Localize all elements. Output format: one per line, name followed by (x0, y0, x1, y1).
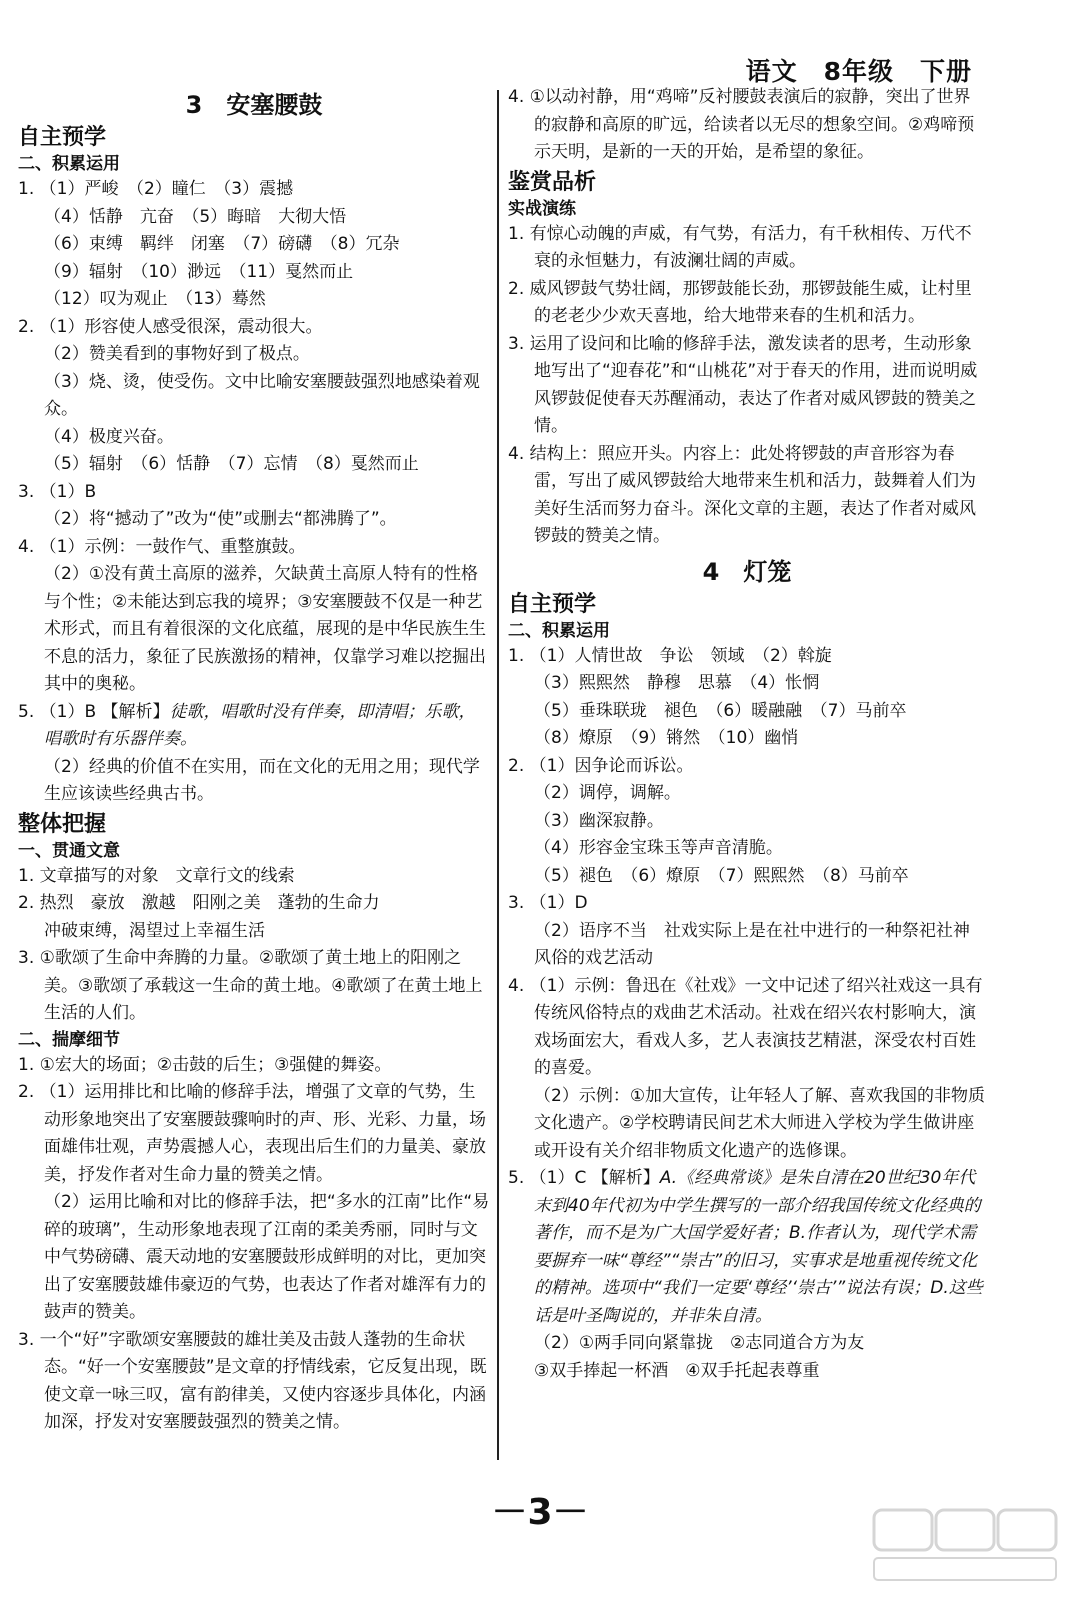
answer-item: 2. 威风锣鼓气势壮阔，那锣鼓能长劲，那锣鼓能生威，让村里的老老少少欢天喜地，给大地带来春的生机和活力。 (508, 278, 972, 326)
analysis-note: A.《经典常谈》是朱自清在20世纪30年代末到40年代初为中学生撰写的一部介绍我国传统文化经典的著作，而不是为广大国学爱好者；B.作者认为，现代学术需要摒弃一味“尊经”“崇古”的旧习，实事求是地重视传统文化的精神。选项中“我们一定要‘尊经’‘崇古’”说法有误；D.这些话是叶圣陶说的，并非朱自清。 (534, 1168, 983, 1326)
section-heading: 自主预学 (508, 591, 597, 617)
answer-line: （5）辐射 （6）恬静 （7）忘情 （8）戛然而止 (44, 454, 419, 474)
answer-item (508, 1165, 986, 1330)
answer-line: （2）运用比喻和对比的修辞手法，把“多水的江南”比作“易碎的玻璃”，生动形象地表现了江南的柔美秀丽，同时与文中气势磅礴、震天动地的安塞腰鼓形成鲜明的对比，更加突出了安塞腰鼓雄伟豪迈的气势，也表达了作者对雄浑有力的鼓声的赞美。 (44, 1192, 490, 1322)
page-header: 语文 8年级 下册 (745, 57, 972, 86)
answer-text: 5. （1）C 【解析】 (508, 1168, 660, 1188)
section-heading: 整体把握 (18, 811, 107, 837)
answer-line: （2）赞美看到的事物好到了极点。 (44, 344, 310, 364)
answer-line: （2）调停，调解。 (534, 783, 681, 803)
subsection-heading: 实战演练 (508, 198, 576, 219)
answer-line: （8）燎原 （9）锵然 （10）幽悄 (534, 728, 799, 748)
answer-line: （9）辐射 （10）渺远 （11）戛然而止 (44, 261, 354, 282)
subsection-heading: 二、积累运用 (508, 620, 610, 641)
watermark-logo (870, 1506, 1060, 1584)
answer-line: （3）烧、烫，使受伤。文中比喻安塞腰鼓强烈地感染着观众。 (44, 371, 480, 419)
answer-line: （6）束缚 羁绊 闭塞 （7）磅礴 （8）冗杂 (44, 234, 400, 254)
lesson-title: 3 安塞腰鼓 (185, 91, 323, 119)
answer-item: 1. （1）严峻 （2）瞳仁 （3）震撼 (18, 179, 294, 199)
right-column (508, 84, 986, 1385)
answer-item: 3. （1）B (18, 481, 97, 502)
left-column (18, 84, 490, 1437)
subsection-heading: 一、贯通文意 (18, 840, 120, 861)
answer-item: 2. 热烈 豪放 激越 阳刚之美 蓬勃的生命力 (18, 893, 380, 913)
answer-line: 冲破束缚，渴望过上幸福生活 (44, 920, 265, 941)
answer-item: 1. （1）人情世故 争讼 领域 （2）斡旋 (508, 645, 832, 666)
page-number: －3－ (491, 1492, 589, 1533)
answer-item: 2. （1）运用排比和比喻的修辞手法，增强了文章的气势，生动形象地突出了安塞腰鼓骤响时的声、形、光彩、力量，场面雄伟壮观，声势震撼人心，表现出后生们的力量美、豪放美，抒发作者对生命力量的赞美之情。 (18, 1082, 486, 1185)
answer-item: 1. 有惊心动魄的声威，有气势，有活力，有千秋相传、万代不衰的永恒魅力，有波澜壮阔的声威。 (508, 223, 972, 271)
answer-item: 3. 一个“好”字歌颂安塞腰鼓的雄壮美及击鼓人蓬勃的生命状态。“好一个安塞腰鼓”是文章的抒情线索，它反复出现，既使文章一咏三叹，富有韵律美，又使内容逐步具体化，内涵加深，抒发对安塞腰鼓强烈的赞美之情。 (18, 1329, 487, 1432)
column-divider (497, 90, 499, 1460)
answer-item: 4. 结构上：照应开头。内容上：此处将锣鼓的声音形容为春雷，写出了威风锣鼓给大地带来生机和活力，鼓舞着人们为美好生活而努力奋斗。深化文章的主题，表达了作者对威风锣鼓的赞美之情。 (508, 443, 976, 546)
section-heading: 鉴赏品析 (508, 169, 597, 195)
answer-item: 4. （1）示例：鲁迅在《社戏》一文中记述了绍兴社戏这一具有传统风俗特点的戏曲艺术活动。社戏在绍兴农村影响大，演戏场面宏大，看戏人多，艺人表演技艺精湛，深受农村百姓的喜爱。 (508, 975, 983, 1078)
answer-item: 2. （1）形容使人感受很深，震动很大。 (18, 316, 323, 337)
answer-line: （2）①没有黄土高原的滋养，欠缺黄土高原人特有的性格与个性；②未能达到忘我的境界；③安塞腰鼓不仅是一种艺术形式，而且有着很深的文化底蕴，展现的是中华民族生生不息的活力，象征了民族激扬的精神，仅靠学习难以挖掘出其中的奥秘。 (44, 564, 486, 694)
section-heading: 自主预学 (18, 125, 107, 150)
answer-line: （2）示例：①加大宣传，让年轻人了解、喜欢我国的非物质文化遗产。②学校聘请民间艺术大师进入学校为学生做讲座或开设有关介绍非物质文化遗产的选修课。 (534, 1085, 986, 1161)
answer-text: 5. （1）B 【解析】 (18, 701, 170, 722)
analysis-note: 徒歌，唱歌时没有伴奏，即清唱；乐歌，唱歌时有乐器伴奏。 (44, 701, 476, 749)
lesson-title: 4 灯笼 (702, 557, 792, 586)
answer-line: （4）形容金宝珠玉等声音清脆。 (534, 838, 783, 858)
answer-line: （5）褪色 （6）燎原 （7）熙熙然 （8）马前卒 (534, 865, 909, 886)
answer-line: （5）垂珠联珑 褪色 （6）暖融融 （7）马前卒 (534, 700, 907, 721)
answer-item: 3. ①歌颂了生命中奔腾的力量。②歌颂了黄土地上的阳刚之美。③歌颂了承载这一生命的黄土地。④歌颂了在黄土地上生活的人们。 (18, 948, 483, 1023)
answer-line: ③双手捧起一杯酒 ④双手托起表尊重 (534, 1360, 820, 1381)
answer-item: 4. （1）示例：一鼓作气、重整旗鼓。 (18, 536, 306, 557)
answer-item: 2. （1）因争论而诉讼。 (508, 755, 694, 776)
answer-line: （2）经典的价值不在实用，而在文化的无用之用；现代学生应该读些经典古书。 (44, 756, 480, 804)
answer-line: （4）恬静 亢奋 （5）晦暗 大彻大悟 (44, 206, 347, 227)
answer-item (18, 699, 490, 754)
answer-line: （2）语序不当 社戏实际上是在社中进行的一种祭祀社神风俗的戏艺活动 (534, 920, 970, 968)
answer-line: （4）极度兴奋。 (44, 426, 174, 447)
answer-line: （3）熙熙然 静穆 思慕 （4）怅惘 (534, 673, 820, 693)
answer-item: 1. 文章描写的对象 文章行文的线索 (18, 865, 295, 886)
subsection-heading: 二、积累运用 (18, 154, 120, 174)
answer-item: 3. 运用了设问和比喻的修辞手法，激发读者的思考，生动形象地写出了“迎春花”和“山桃花”对于春天的作用，进而说明威风锣鼓促使春天苏醒涌动，表达了作者对威风锣鼓的赞美之情。 (508, 333, 978, 436)
answer-line: （2）①两手同向紧靠拢 ②志同道合方为友 (534, 1333, 865, 1353)
subsection-heading: 二、揣摩细节 (18, 1029, 120, 1050)
answer-item: 3. （1）D (508, 893, 588, 913)
answer-line: （3）幽深寂静。 (534, 810, 664, 831)
answer-line: （2）将“撼动了”改为“使”或删去“都沸腾了”。 (44, 509, 397, 529)
answer-line: （12）叹为观止 （13）蓦然 (44, 289, 266, 309)
answer-item: 1. ①宏大的场面；②击鼓的后生；③强健的舞姿。 (18, 1054, 392, 1075)
answer-item: 4. ①以动衬静，用“鸡啼”反衬腰鼓表演后的寂静，突出了世界的寂静和高原的旷远，给读者以无尽的想象空间。②鸡啼预示天明，是新的一天的开始，是希望的象征。 (508, 87, 975, 162)
